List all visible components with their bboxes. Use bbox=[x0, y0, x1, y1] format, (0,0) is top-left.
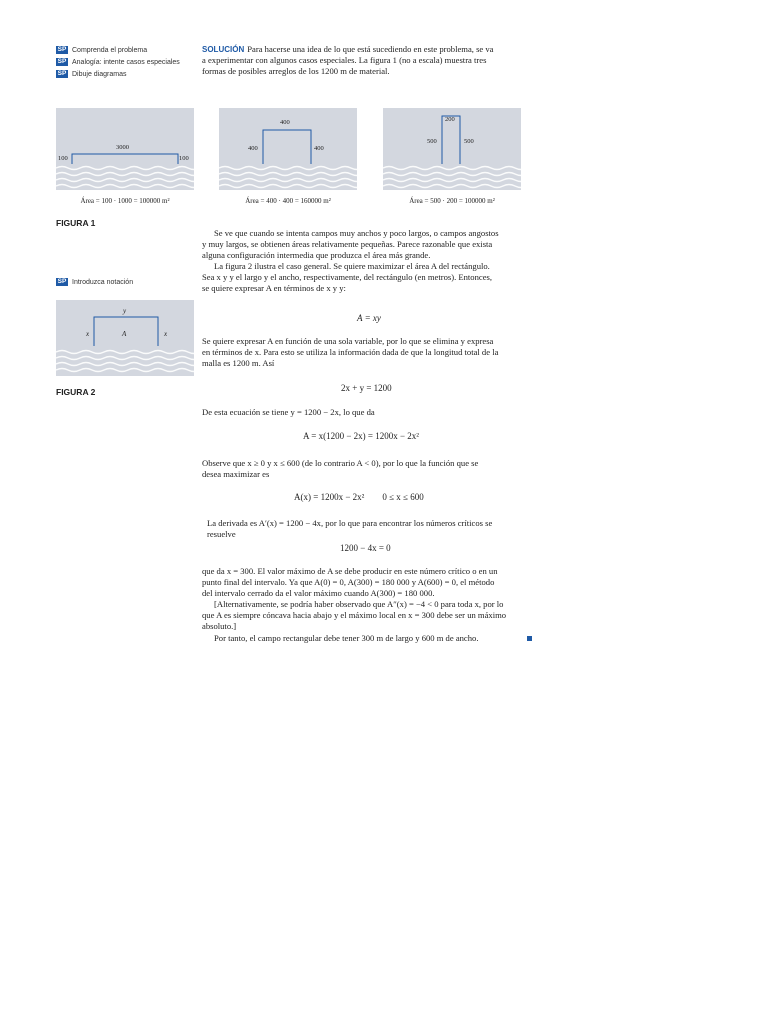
tip-analogy bbox=[56, 57, 180, 67]
text-line: punto final del intervalo. Ya que A(0) = 0, A(300) = 180 000 y A(600) = 0, el método bbox=[202, 577, 495, 588]
figure2-label: FIGURA 2 bbox=[56, 387, 96, 397]
equation-perimeter: 2x + y = 1200 bbox=[341, 383, 392, 393]
text-line: Se ve que cuando se intenta campos muy anchos y poco largos, o campos angostos bbox=[214, 228, 499, 238]
paragraph-1 bbox=[202, 228, 532, 295]
tip-understand bbox=[56, 45, 147, 55]
solution-intro bbox=[202, 44, 532, 77]
text-line: alguna configuración intermedia que produzca el área más grande. bbox=[202, 250, 431, 261]
text-line: que da x = 300. El valor máximo de A se debe producir en este número crítico o en un bbox=[202, 566, 498, 576]
intro-line: formas de posibles arreglos de los 1200 m de material. bbox=[202, 66, 390, 77]
equation-critical: 1200 − 4x = 0 bbox=[340, 543, 391, 553]
text-line: Por tanto, el campo rectangular debe tener 300 m de largo y 600 m de ancho. bbox=[214, 632, 479, 643]
tip-notation bbox=[56, 277, 133, 287]
text-line: del intervalo cerrado da el valor máximo cuando A(300) = 180 000. bbox=[202, 588, 435, 599]
text-line: desea maximizar es bbox=[202, 469, 270, 480]
text-line: resuelve bbox=[207, 529, 236, 540]
text-line: en términos de x. Para esto se utiliza la información dada de que la longitud total de la bbox=[202, 347, 499, 358]
text-line: La figura 2 ilustra el caso general. Se quiere maximizar el área A del rectángulo. bbox=[214, 261, 490, 272]
tip-text: Comprenda el problema bbox=[72, 46, 148, 54]
fence-side-label: x bbox=[86, 330, 90, 338]
figure1-panel-square bbox=[219, 108, 357, 190]
text-line: que A es siempre cóncava hacia abajo y el máximo local en x = 300 debe ser un máximo bbox=[202, 610, 507, 621]
figure1-panel-narrow bbox=[383, 108, 521, 190]
text-line: malla es 1200 m. Así bbox=[202, 358, 275, 369]
text-line: se quiere expresar A en términos de x y y: bbox=[202, 283, 346, 294]
paragraph-6 bbox=[207, 518, 537, 540]
area-label: A bbox=[122, 330, 127, 338]
sp-badge: SP bbox=[57, 46, 67, 53]
tip-text: Dibuje diagramas bbox=[72, 70, 127, 78]
fence-length-label: 400 bbox=[280, 119, 290, 126]
text-line: Observe que x ≥ 0 y x ≤ 600 (de lo contrario A < 0), por lo que la función que se bbox=[202, 458, 479, 468]
text-line: La derivada es A′(x) = 1200 − 4x, por lo que para encontrar los números críticos se bbox=[207, 518, 493, 528]
sp-badge: SP bbox=[57, 278, 67, 285]
equation-function: A(x) = 1200x − 2x² 0 ≤ x ≤ 600 bbox=[294, 492, 424, 502]
text-line: Se quiere expresar A en función de una sola variable, por lo que se elimina y expresa bbox=[202, 336, 494, 346]
fence-length-label: 200 bbox=[445, 116, 455, 123]
fence-side-label: 100 bbox=[179, 155, 189, 162]
figure2-panel bbox=[56, 300, 194, 376]
figure1-label: FIGURA 1 bbox=[56, 218, 96, 228]
paragraph-7 bbox=[202, 566, 532, 644]
tip-text: Introduzca notación bbox=[72, 278, 134, 286]
fence-side-label: 500 bbox=[427, 138, 437, 145]
fence-side-label: 400 bbox=[248, 145, 258, 152]
sp-badge: SP bbox=[57, 58, 67, 65]
tip-diagrams bbox=[56, 69, 126, 79]
tip-text: Analogía: intente casos especiales bbox=[72, 58, 180, 66]
text-line: De esta ecuación se tiene y = 1200 − 2x, lo que da bbox=[202, 407, 375, 417]
end-of-proof-icon bbox=[527, 636, 532, 641]
text-line: absoluto.] bbox=[202, 621, 237, 632]
figure1-panel-wide bbox=[56, 108, 194, 190]
fence-side-label: 100 bbox=[58, 155, 68, 162]
sp-badge: SP bbox=[57, 70, 67, 77]
intro-line: Para hacerse una idea de lo que está sucediendo en este problema, se va bbox=[247, 44, 494, 54]
figure1-caption: Área = 100 · 1000 = 100000 m² bbox=[80, 197, 170, 205]
text-line: y muy largos, se obtienen áreas relativamente pequeñas. Parece razonable que exista bbox=[202, 239, 493, 250]
paragraph-3 bbox=[202, 336, 532, 369]
text-line: [Alternativamente, se podría haber observado que A″(x) = −4 < 0 para toda x, por lo bbox=[214, 599, 504, 610]
equation-substitution: A = x(1200 − 2x) = 1200x − 2x² bbox=[303, 431, 419, 441]
fence-side-label: 400 bbox=[314, 145, 324, 152]
equation-area: A = xy bbox=[357, 313, 381, 323]
text-line: Sea x y y el largo y el ancho, respectivamente, del rectángulo (en metros). Entonces, bbox=[202, 272, 493, 283]
fence-length-label: 3000 bbox=[116, 144, 129, 151]
paragraph-5 bbox=[202, 458, 532, 480]
fence-side-label: x bbox=[164, 330, 168, 338]
paragraph-4 bbox=[202, 407, 532, 418]
fence-length-label: y bbox=[123, 307, 127, 315]
figure1-caption: Área = 500 · 200 = 100000 m² bbox=[409, 197, 495, 205]
fence-side-label: 500 bbox=[464, 138, 474, 145]
intro-line: a experimentar con algunos casos especiales. La figura 1 (no a escala) muestra tres bbox=[202, 55, 487, 66]
solution-heading: SOLUCIÓN bbox=[202, 45, 245, 54]
figure1-caption: Área = 400 · 400 = 160000 m² bbox=[245, 197, 331, 205]
